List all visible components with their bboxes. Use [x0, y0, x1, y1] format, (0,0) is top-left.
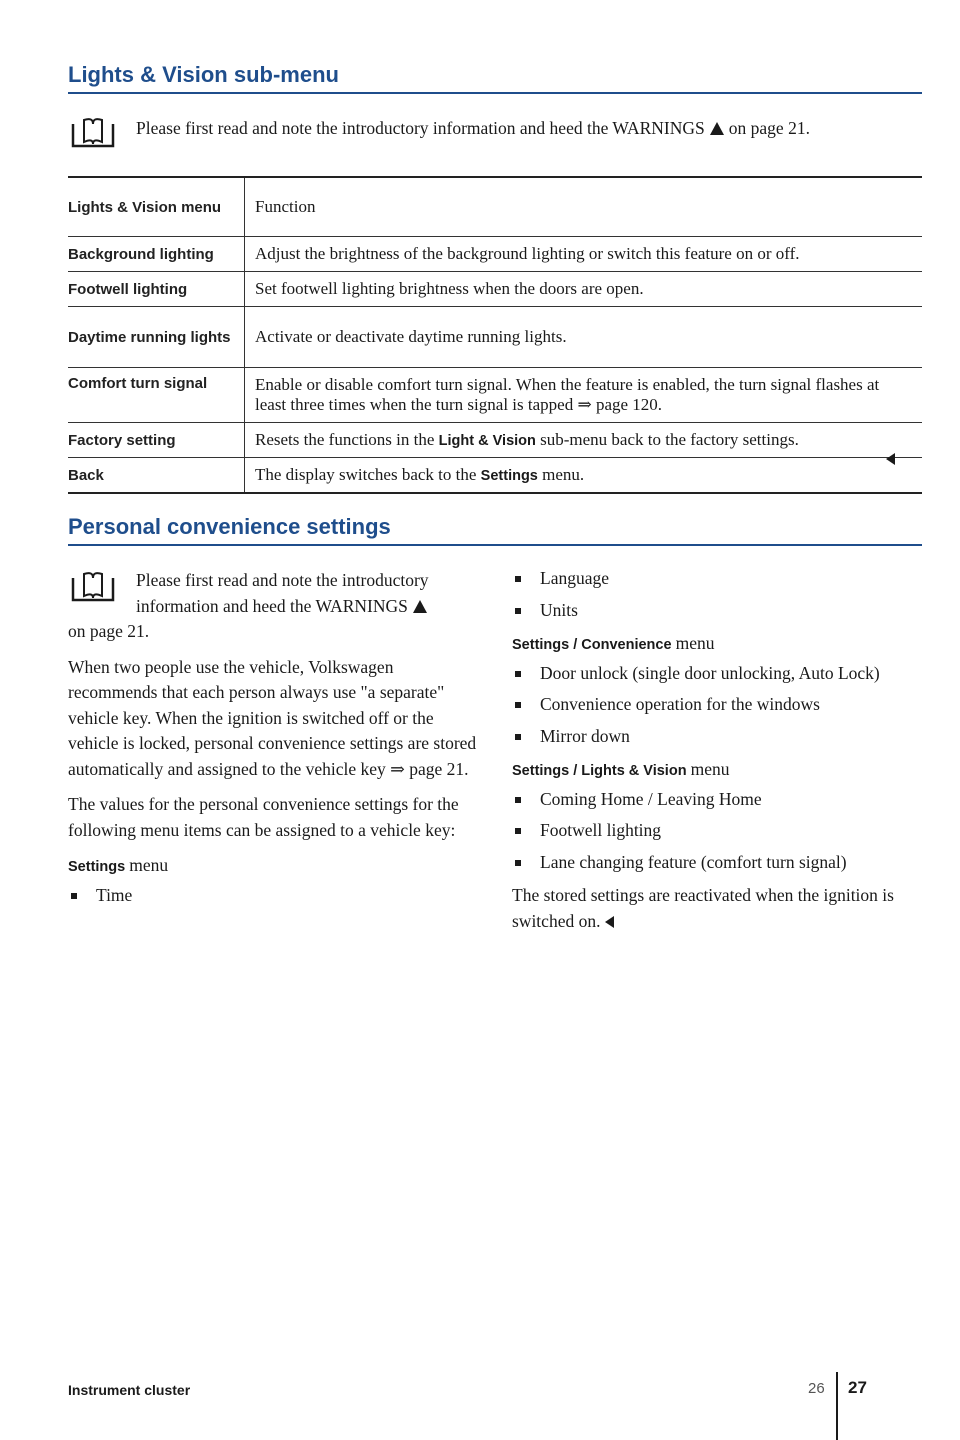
section-end-icon — [605, 916, 614, 928]
footer-section-name: Instrument cluster — [68, 1382, 191, 1398]
closing-text: The stored settings are reactivated when the ignition is switched on. — [512, 885, 894, 932]
row-function: Activate or deactivate daytime running lights. — [245, 307, 923, 368]
page-number-left: 26 — [808, 1380, 825, 1397]
lights-vision-table — [68, 176, 922, 494]
list-item: Language — [512, 566, 922, 592]
list-item: Coming Home / Leaving Home — [512, 787, 922, 813]
lights-vision-menu-list — [512, 787, 922, 876]
function-menu-ref: Light & Vision — [438, 433, 536, 449]
heading-bold: Settings / Lights & Vision — [512, 763, 687, 780]
table-row — [68, 368, 922, 423]
list-item: Footwell lighting — [512, 818, 922, 844]
list-item: Convenience operation for the windows — [512, 692, 922, 718]
table-row — [68, 423, 922, 458]
list-item: Lane changing feature (comfort turn signal) — [512, 850, 922, 876]
function-text: Resets the functions in the — [255, 430, 435, 449]
heading-bold: Settings / Convenience — [512, 637, 672, 654]
function-text: sub-menu back to the factory settings. — [540, 430, 799, 449]
table-row — [68, 458, 922, 494]
convenience-menu-list — [512, 661, 922, 750]
note-page-ref: on page 21. — [68, 621, 150, 642]
function-text: menu. — [542, 465, 585, 484]
row-function: Set footwell lighting brightness when the doors are open. — [245, 272, 923, 307]
section-title-lights-vision: Lights & Vision sub-menu — [68, 62, 922, 94]
settings-menu-heading — [68, 853, 486, 879]
row-name: Comfort turn signal — [68, 368, 245, 423]
row-function — [245, 458, 923, 494]
row-function — [245, 423, 923, 458]
heading-rest: menu — [690, 759, 730, 780]
warning-icon — [710, 122, 724, 135]
heading-bold: Settings — [68, 859, 126, 876]
list-item: Units — [512, 598, 922, 624]
row-name: Background lighting — [68, 237, 245, 272]
function-menu-ref: Settings — [480, 468, 538, 484]
heading-rest: menu — [129, 855, 169, 876]
settings-menu-list-continued — [512, 566, 922, 623]
table-row — [68, 307, 922, 368]
section-title-personal-settings: Personal convenience settings — [68, 514, 922, 546]
right-column — [512, 566, 922, 945]
row-name: Daytime running lights — [68, 307, 245, 368]
note-text: Please first read and note the introductory information and heed the WARNINGS — [136, 570, 429, 616]
book-icon — [70, 118, 116, 148]
left-column — [68, 568, 486, 917]
note-text: Please first read and note the introductory information and heed the WARNINGS — [136, 118, 705, 138]
settings-menu-list — [68, 883, 486, 909]
table-row — [68, 272, 922, 307]
page-divider — [836, 1372, 838, 1440]
list-item: Time — [68, 883, 486, 909]
table-row — [68, 237, 922, 272]
page-number-right: 27 — [848, 1378, 867, 1397]
table-header-function: Function — [245, 177, 923, 237]
note-page-ref: on page 21. — [728, 118, 810, 138]
closing-paragraph — [512, 883, 922, 934]
row-name: Footwell lighting — [68, 272, 245, 307]
table-header-menu: Lights & Vision menu — [68, 177, 245, 237]
row-name: Back — [68, 458, 245, 494]
paragraph-values: The values for the personal convenience settings for the following menu items can be assigned to a vehicle key: — [68, 794, 459, 840]
function-text: The display switches back to the — [255, 465, 477, 484]
paragraph-two-keys: When two people use the vehicle, Volkswagen recommends that each person always use "a separate" vehicle key. When the ignition is switched off or the vehicle is locked, personal convenience settings are stored automatically and assigned to the vehicle key ⇒ page 21. — [68, 656, 477, 779]
intro-note-2 — [68, 568, 486, 619]
section-end-icon — [886, 453, 895, 465]
row-function: Adjust the brightness of the background lighting or switch this feature on or off. — [245, 237, 923, 272]
row-function: Enable or disable comfort turn signal. When the feature is enabled, the turn signal flashes at least three times when the turn signal is tapped ⇒ page 120. — [245, 368, 923, 423]
intro-note-1 — [136, 116, 922, 141]
row-name: Factory setting — [68, 423, 245, 458]
list-item: Mirror down — [512, 724, 922, 750]
table-header-row — [68, 177, 922, 237]
list-item: Door unlock (single door unlocking, Auto Lock) — [512, 661, 922, 687]
lights-vision-menu-heading — [512, 757, 922, 783]
heading-rest: menu — [675, 633, 715, 654]
warning-icon — [413, 600, 427, 613]
convenience-menu-heading — [512, 631, 922, 657]
